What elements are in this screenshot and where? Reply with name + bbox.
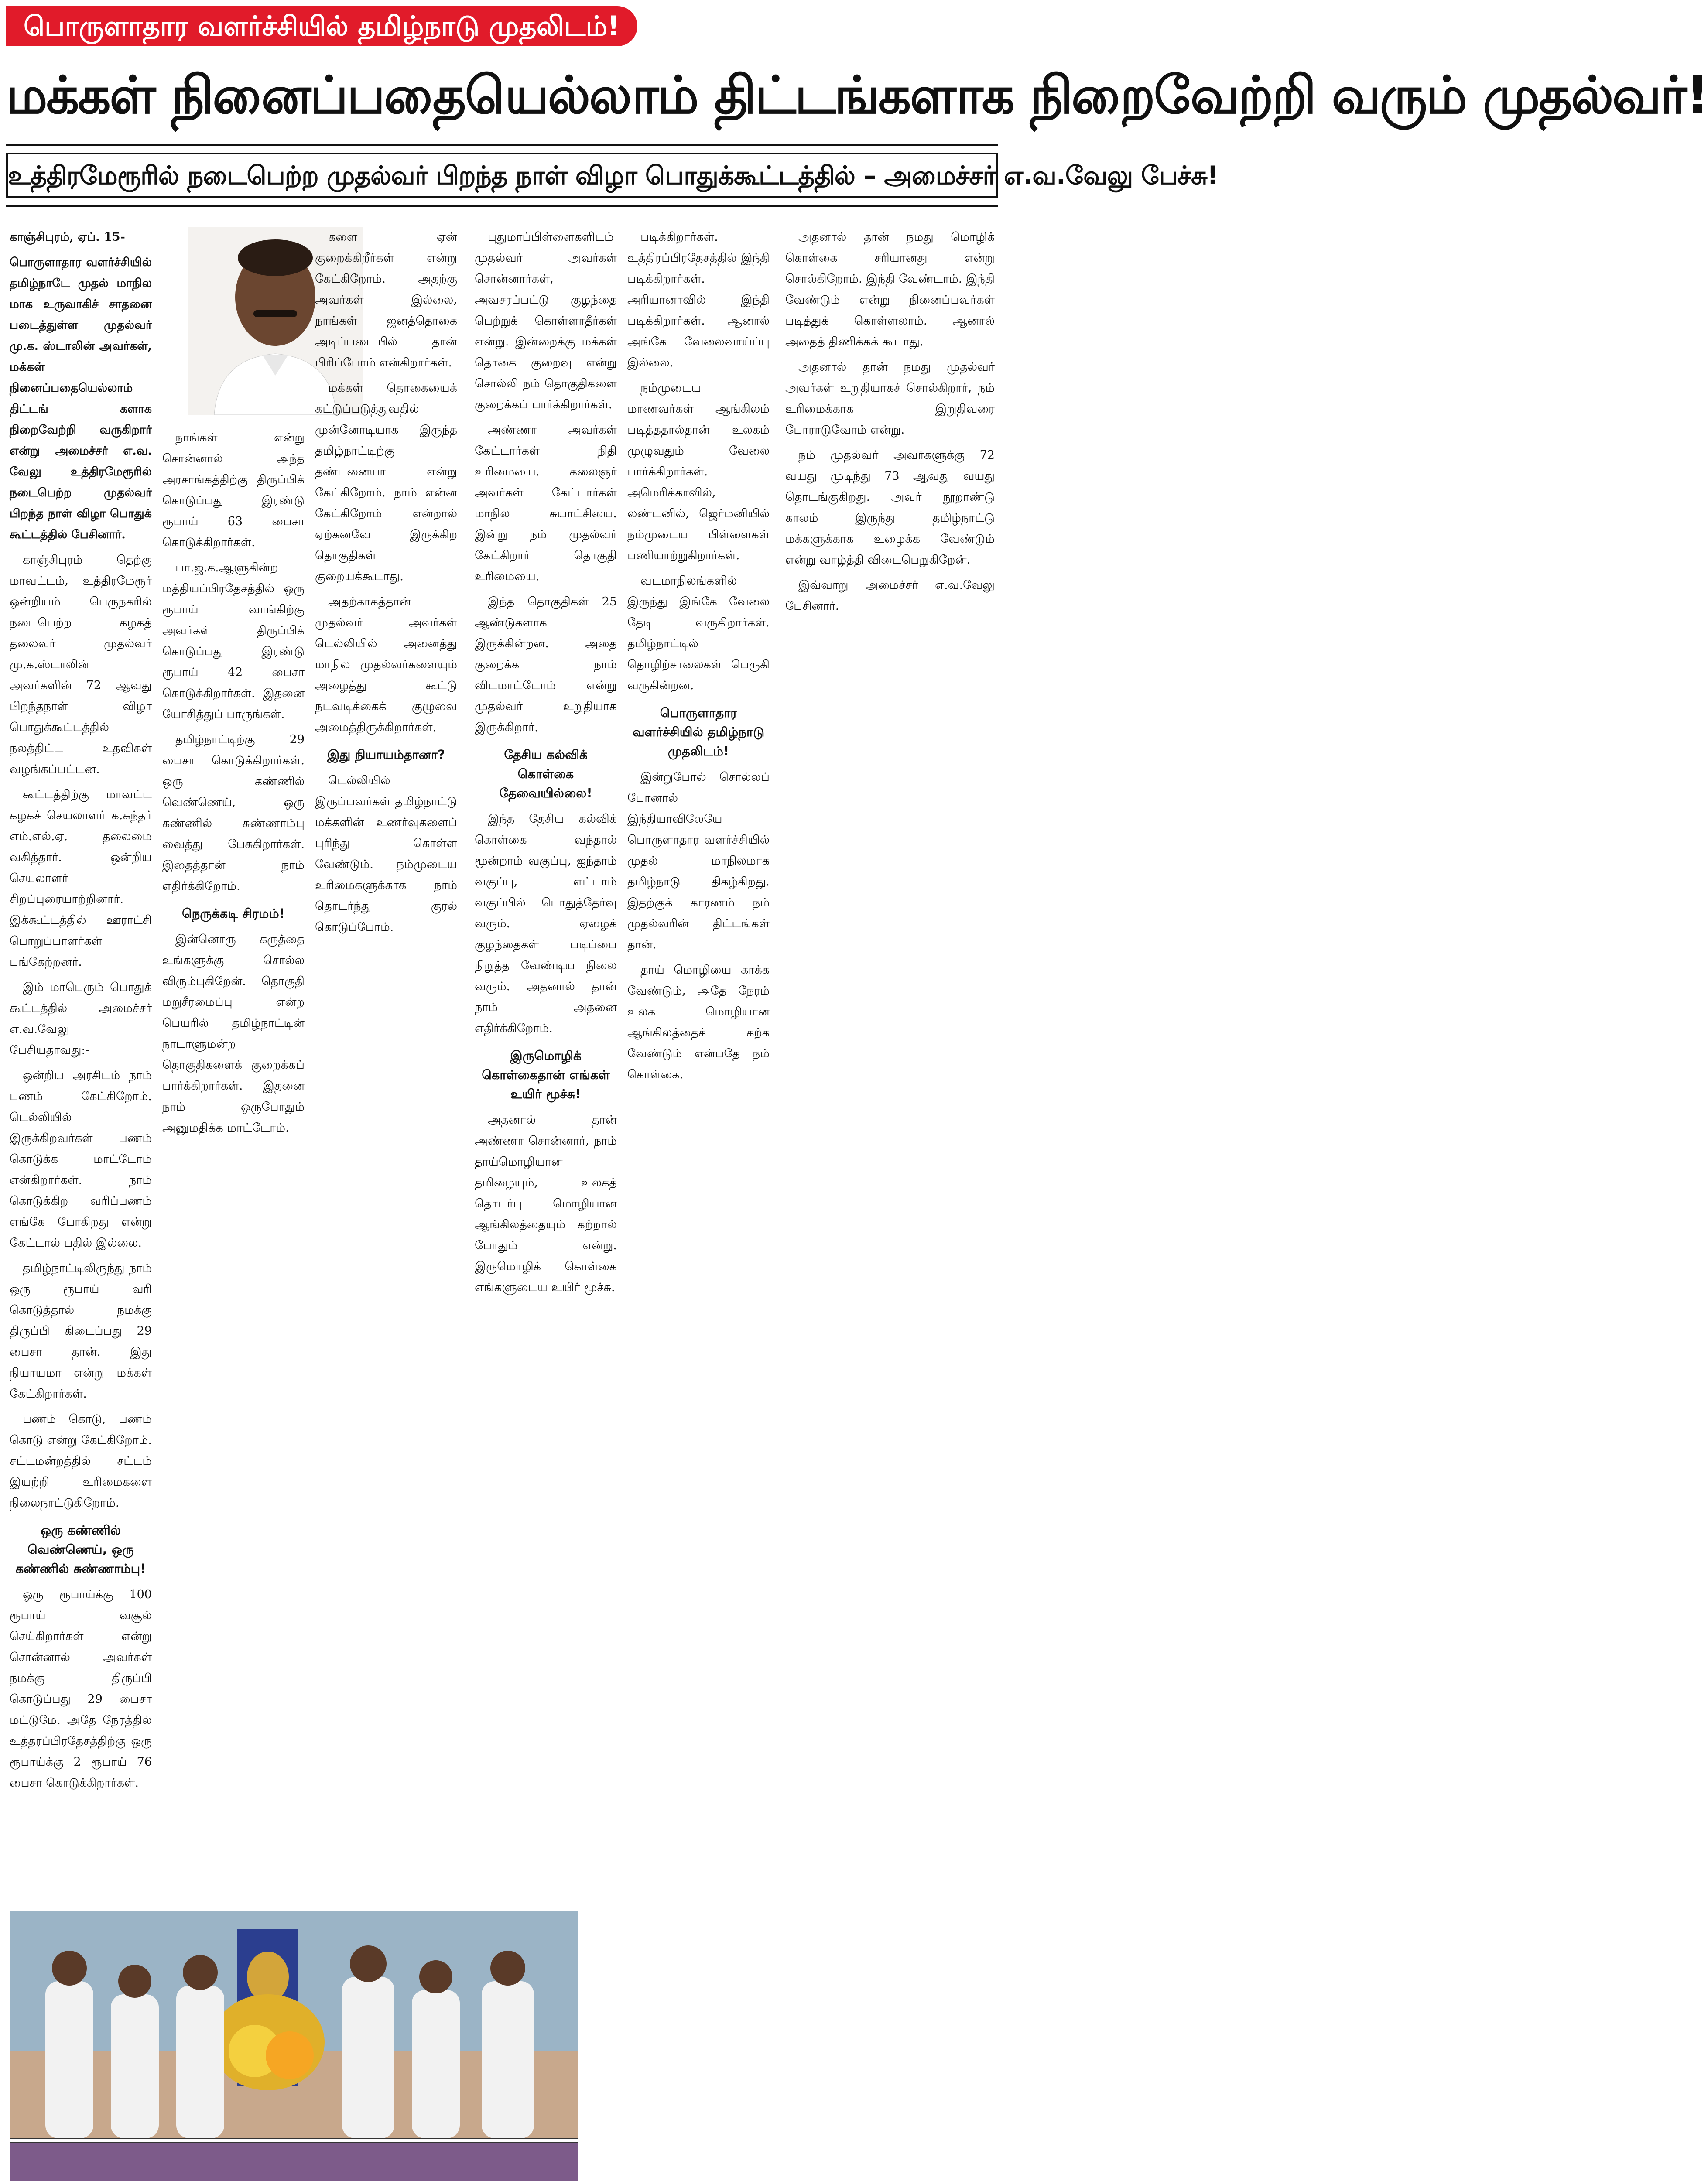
article-lead: பொருளாதார வளர்ச்சியில் தமிழ்நாடே முதல் மாநில மாக உருவாகிச் சாதனை படைத்துள்ள முதல்வர் மு.க. ஸ்டாலின் அவர்கள், மக்கள் நினைப்பதையெல்லாம் திட்டங் களாக நிறைவேற்றி வருகிறார் என்று அமைச்சர் எ.வ. வேலு உத்திரமேரூரில் நடைபெற்ற முதல்வர் பிறந்த நாள் விழா பொதுக் கூட்டத்தில் பேசினார். bbox=[10, 256, 152, 541]
article-paragraph: மக்கள் தொகையைக் கட்டுப்படுத்துவதில் முன்னோடியாக இருந்த தமிழ்நாட்டிற்கு தண்டனையா என்று கேட்கிறோம். நாம் என்ன கேட்கிறோம் என்றால் ஏற்கனவே இருக்கிற தொகுதிகள் குறையக்கூடாது. bbox=[315, 381, 457, 583]
lunch-distribution-photo bbox=[10, 2142, 578, 2181]
article-column-5 bbox=[627, 227, 770, 2181]
article-paragraph: இன்னொரு கருத்தை உங்களுக்கு சொல்ல விரும்புகிறேன். தொகுதி மறுசீரமைப்பு என்ற பெயரில் தமிழ்நாட்டின் நாடாளுமன்ற தொகுதிகளைக் குறைக்கப் பார்க்கிறார்கள். இதனை நாம் ஒருபோதும் அனுமதிக்க மாட்டோம். bbox=[162, 933, 305, 1135]
article-paragraph: தாய் மொழியை காக்க வேண்டும், அதே நேரம் உலக மொழியான ஆங்கிலத்தைக் கற்க வேண்டும் என்பதே நம் கொள்கை. bbox=[627, 963, 770, 1081]
article-paragraph: அதனால் தான் அண்ணா சொன்னார், நாம் தாய்மொழியான தமிழையும், உலகத் தொடர்பு மொழியான ஆங்கிலத்தையும் கற்றால் போதும் என்று. இருமொழிக் கொள்கை எங்களுடைய உயிர் மூச்சு. bbox=[475, 1113, 617, 1294]
photo-icon bbox=[10, 2143, 578, 2181]
article-paragraph: அதனால் தான் நமது மொழிக் கொள்கை சரியானது என்று சொல்கிறோம். இந்தி வேண்டாம். இந்தி வேண்டும் என்று நினைப்பவர்கள் படித்துக் கொள்ளலாம். ஆனால் அதைத் திணிக்கக் கூடாது. bbox=[785, 230, 995, 349]
section-subtitle: ஒரு கண்ணில் வெண்ணெய், ஒரு கண்ணில் சுண்ணாம்பு! bbox=[15, 1523, 146, 1576]
section-subtitle: நெருக்கடி சிரமம்! bbox=[182, 906, 285, 921]
article-paragraph: கூட்டத்திற்கு மாவட்ட கழகச் செயலாளர் க.சுந்தர் எம்.எல்.ஏ. தலைமை வகித்தார். ஒன்றிய செயலாளர் சிறப்புரையாற்றினார். இக்கூட்டத்தில் ஊராட்சி பொறுப்பாளர்கள் பங்கேற்றனர். bbox=[10, 788, 152, 969]
page-headline: மக்கள் நினைப்பதையெல்லாம் திட்டங்களாக நிறைவேற்றி வரும் முதல்வர்! bbox=[6, 65, 1708, 125]
article-paragraph: ஒரு ரூபாய்க்கு 100 ரூபாய் வசூல் செய்கிறார்கள் என்று சொன்னால் அவர்கள் நமக்கு திருப்பி கொடுப்பது 29 பைசா மட்டுமே. அதே நேரத்தில் உத்தரப்பிரதேசத்திற்கு ஒரு ரூபாய்க்கு 2 ரூபாய் 76 பைசா கொடுக்கிறார்கள். bbox=[10, 1588, 152, 1790]
subheadline: உத்திரமேரூரில் நடைபெற்ற முதல்வர் பிறந்த நாள் விழா பொதுக்கூட்டத்தில் – அமைச்சர் எ.வ.வேலு பேச்சு! bbox=[6, 153, 998, 198]
article-paragraph: ஒன்றிய அரசிடம் நாம் பணம் கேட்கிறோம். டெல்லியில் இருக்கிறவர்கள் பணம் கொடுக்க மாட்டோம் என்கிறார்கள். நாம் கொடுக்கிற வரிப்பணம் எங்கே போகிறது என்று கேட்டால் பதில் இல்லை. bbox=[10, 1069, 152, 1250]
article-paragraph: இந்த தேசிய கல்விக் கொள்கை வந்தால் மூன்றாம் வகுப்பு, ஐந்தாம் வகுப்பு, எட்டாம் வகுப்பில் பொதுத்தேர்வு வரும். ஏழைக் குழந்தைகள் படிப்பை நிறுத்த வேண்டிய நிலை வரும். அதனால் தான் நாம் அதனை எதிர்க்கிறோம். bbox=[475, 812, 617, 1035]
article-paragraph: களை ஏன் குறைக்கிறீர்கள் என்று கேட்கிறோம். அதற்கு அவர்கள் இல்லை, நாங்கள் ஜனத்தொகை அடிப்படையில் தான் பிரிப்போம் என்கிறார்கள். bbox=[315, 230, 457, 369]
article-paragraph: நம் முதல்வர் அவர்களுக்கு 72 வயது முடிந்து 73 ஆவது வயது தொடங்குகிறது. அவர் நூறாண்டு காலம் இருந்து தமிழ்நாட்டு மக்களுக்காக உழைக்க வேண்டும் என்று வாழ்த்தி விடைபெறுகிறேன். bbox=[785, 448, 995, 567]
article-column-1 bbox=[10, 227, 152, 2181]
article-paragraph: அதற்காகத்தான் முதல்வர் அவர்கள் டெல்லியில் அனைத்து மாநில முதல்வர்களையும் அழைத்து கூட்டு நடவடிக்கைக் குழுவை அமைத்திருக்கிறார்கள். bbox=[315, 595, 457, 734]
article-paragraph: காஞ்சிபுரம் தெற்கு மாவட்டம், உத்திரமேரூர் ஒன்றியம் பெருநகரில் நடைபெற்ற கழகத் தலைவர் முதல்வர் மு.க.ஸ்டாலின் அவர்களின் 72 ஆவது பிறந்தநாள் விழா பொதுக்கூட்டத்தில் நலத்திட்ட உதவிகள் வழங்கப்பட்டன. bbox=[10, 553, 152, 776]
kicker-banner: பொருளாதார வளர்ச்சியில் தமிழ்நாடு முதலிடம்! bbox=[6, 6, 637, 46]
article-paragraph: தமிழ்நாட்டிலிருந்து நாம் ஒரு ரூபாய் வரி கொடுத்தால் நமக்கு திருப்பி கிடைப்பது 29 பைசா தான். இது நியாயமா என்று மக்கள் கேட்கிறார்கள். bbox=[10, 1261, 152, 1401]
section-subtitle: இருமொழிக் கொள்கைதான் எங்கள் உயிர் மூச்சு! bbox=[482, 1048, 610, 1101]
section-subtitle: இது நியாயம்தானா? bbox=[327, 747, 445, 762]
article-paragraph: நம்முடைய மாணவர்கள் ஆங்கிலம் படித்ததால்தான் உலகம் முழுவதும் வேலை பார்க்கிறார்கள். அமெரிக்காவில், லண்டனில், ஜெர்மனியில் நம்முடைய பிள்ளைகள் பணியாற்றுகிறார்கள். bbox=[627, 381, 770, 562]
article-column-2 bbox=[162, 227, 305, 2181]
photo-icon bbox=[10, 1911, 578, 2138]
dateline: காஞ்சிபுரம், ஏப். 15- bbox=[10, 230, 125, 244]
section-subtitle: பொருளாதார வளர்ச்சியில் தமிழ்நாடு முதலிடம்! bbox=[632, 705, 765, 759]
article-paragraph: அதனால் தான் நமது முதல்வர் அவர்கள் உறுதியாகச் சொல்கிறார், நம் உரிமைக்காக இறுதிவரை போராடுவோம் என்று. bbox=[785, 360, 995, 437]
divider bbox=[6, 144, 998, 146]
article-paragraph: இம் மாபெரும் பொதுக் கூட்டத்தில் அமைச்சர் எ.வ.வேலு பேசியதாவது:- bbox=[10, 981, 152, 1057]
article-paragraph: புதுமாப்பிள்ளைகளிடம் முதல்வர் அவர்கள் சொன்னார்கள், அவசரப்பட்டு குழந்தை பெற்றுக் கொள்ளாதீர்கள் என்று. இன்றைக்கு மக்கள் தொகை குறைவு என்று சொல்லி நம் தொகுதிகளை குறைக்கப் பார்க்கிறார்கள். bbox=[475, 230, 617, 411]
article-paragraph: டெல்லியில் இருப்பவர்கள் தமிழ்நாட்டு மக்களின் உணர்வுகளைப் புரிந்து கொள்ள வேண்டும். நம்முடைய உரிமைகளுக்காக நாம் தொடர்ந்து குரல் கொடுப்போம். bbox=[315, 774, 457, 934]
article-column-4 bbox=[475, 227, 617, 2181]
article-paragraph: தமிழ்நாட்டிற்கு 29 பைசா கொடுக்கிறார்கள். ஒரு கண்ணில் வெண்ணெய், ஒரு கண்ணில் சுண்ணாம்பு வைத்து பேசுகிறார்கள். இதைத்தான் நாம் எதிர்க்கிறோம். bbox=[162, 733, 305, 893]
article-column-6 bbox=[785, 227, 995, 2181]
article-paragraph: இந்த தொகுதிகள் 25 ஆண்டுகளாக இருக்கின்றன. அதை குறைக்க நாம் விடமாட்டோம் என்று முதல்வர் உறுதியாக இருக்கிறார். bbox=[475, 595, 617, 734]
article-paragraph: வடமாநிலங்களில் இருந்து இங்கே வேலை தேடி வருகிறார்கள். தமிழ்நாட்டில் தொழிற்சாலைகள் பெருகி வருகின்றன. bbox=[627, 574, 770, 692]
statue-garlanding-photo bbox=[10, 1911, 578, 2139]
article-paragraph: பா.ஜ.க.ஆளுகின்ற மத்தியப்பிரதேசத்தில் ஒரு ரூபாய் வாங்கிற்கு அவர்கள் திருப்பிக் கொடுப்பது இரண்டு ரூபாய் 42 பைசா கொடுக்கிறார்கள். இதனை யோசித்துப் பாருங்கள். bbox=[162, 561, 305, 721]
article-paragraph: இன்றுபோல் சொல்லப் போனால் இந்தியாவிலேயே பொருளாதார வளர்ச்சியில் முதல் மாநிலமாக தமிழ்நாடு திகழ்கிறது. இதற்குக் காரணம் நம் முதல்வரின் திட்டங்கள் தான். bbox=[627, 770, 770, 951]
article-column-3 bbox=[315, 227, 457, 1905]
divider bbox=[6, 205, 998, 207]
article-paragraph: பணம் கொடு, பணம் கொடு என்று கேட்கிறோம். சட்டமன்றத்தில் சட்டம் இயற்றி உரிமைகளை நிலைநாட்டுகிறோம். bbox=[10, 1412, 152, 1510]
article-paragraph: அண்ணா அவர்கள் கேட்டார்கள் நிதி உரிமையை. கலைஞர் அவர்கள் கேட்டார்கள் மாநில சுயாட்சியை. இன்று நம் முதல்வர் கேட்கிறார் தொகுதி உரிமையை. bbox=[475, 423, 617, 583]
article-paragraph: படிக்கிறார்கள். உத்திரப்பிரதேசத்தில் இந்தி படிக்கிறார்கள். அரியானாவில் இந்தி படிக்கிறார்கள். ஆனால் அங்கே வேலைவாய்ப்பு இல்லை. bbox=[627, 230, 770, 369]
article-paragraph: நாங்கள் என்று சொன்னால் அந்த அரசாங்கத்திற்கு திருப்பிக் கொடுப்பது இரண்டு ரூபாய் 63 பைசா கொடுக்கிறார்கள். bbox=[162, 431, 305, 549]
article-paragraph: இவ்வாறு அமைச்சர் எ.வ.வேலு பேசினார். bbox=[785, 578, 995, 613]
section-subtitle: தேசிய கல்விக் கொள்கை தேவையில்லை! bbox=[499, 747, 592, 800]
